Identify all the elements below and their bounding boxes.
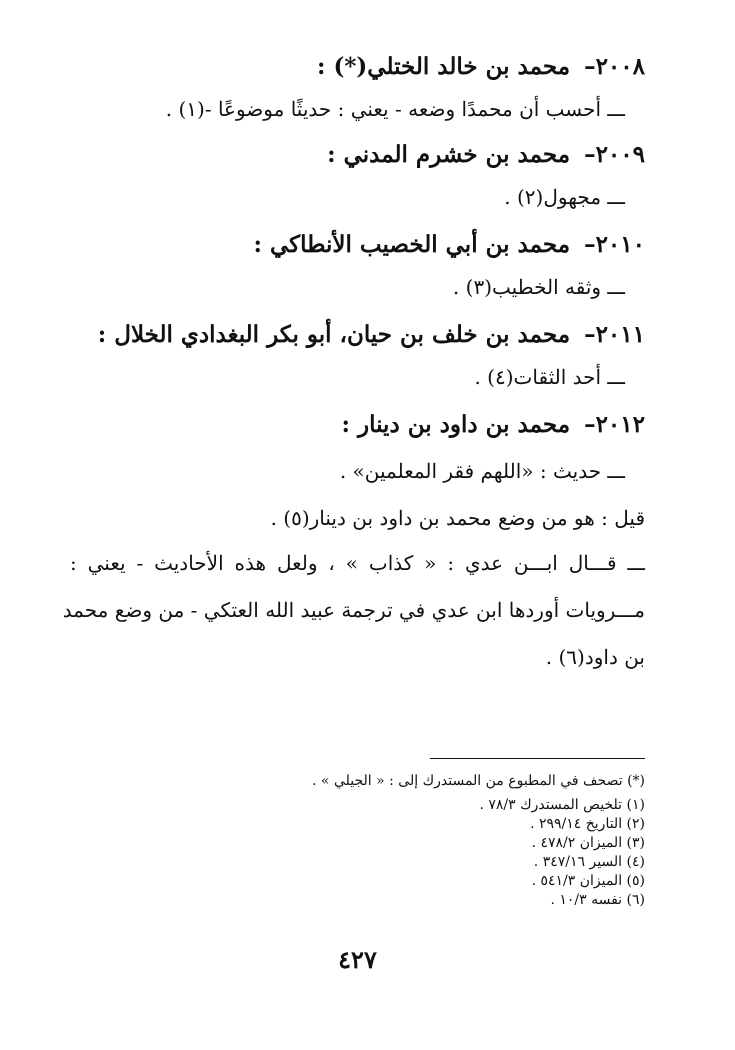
footnote: (٢) التاريخ ٢٩٩/١٤ . <box>530 816 645 832</box>
page-number: ٤٢٧ <box>338 945 377 974</box>
footnote: (٣) الميزان ٤٧٨/٢ . <box>531 835 645 851</box>
entry-name: محمد بن خالد الختلي(*) : <box>317 53 571 80</box>
entry-number: ٢٠١١– <box>584 321 645 348</box>
entry-name: محمد بن داود بن دينار : <box>341 411 571 438</box>
entry-number: ٢٠٠٩– <box>584 141 645 168</box>
entry-heading-2008 <box>70 50 645 84</box>
entry-text: مـــرويات أوردها ابن عدي في ترجمة عبيد الله العتكي - من وضع محمد <box>62 598 645 622</box>
footnote: (*) تصحف في المطبوع من المستدرك إلى : « الجيلي » . <box>312 773 645 789</box>
entry-text: ـــ أحد الثقات(٤) . <box>474 365 625 389</box>
footnote: (٤) السير ٣٤٧/١٦ . <box>533 854 645 870</box>
entry-name: محمد بن خلف بن حيان، أبو بكر البغدادي الخلال : <box>97 321 571 348</box>
entry-name: محمد بن أبي الخصيب الأنطاكي : <box>253 231 571 258</box>
entry-text: ـــ أحسب أن محمدًا وضعه - يعني : حديثًا موضوعًا -(١) . <box>165 97 625 121</box>
footnote: (٦) نفسه ١٠/٣ . <box>550 892 645 908</box>
entry-name: محمد بن خشرم المدني : <box>327 141 571 168</box>
book-page <box>62 40 645 1030</box>
footnote: (٥) الميزان ٥٤١/٣ . <box>531 873 645 889</box>
footnote: (١) تلخيص المستدرك ٧٨/٣ . <box>479 797 645 813</box>
entry-heading-2011 <box>70 318 645 352</box>
entry-heading-2009 <box>70 138 645 172</box>
entry-text: ـــ وثقه الخطيب(٣) . <box>452 275 625 299</box>
entry-heading-2012 <box>70 408 645 442</box>
entry-number: ٢٠٠٨– <box>584 53 645 80</box>
footnote-divider <box>430 758 645 759</box>
entry-number: ٢٠١٠– <box>584 231 645 258</box>
entry-number: ٢٠١٢– <box>584 411 645 438</box>
entry-text: قيل : هو من وضع محمد بن داود بن دينار(٥) . <box>270 506 645 530</box>
entry-text: ـــ مجهول(٢) . <box>504 185 625 209</box>
entry-heading-2010 <box>70 228 645 262</box>
entry-text: بن داود(٦) . <box>545 645 645 669</box>
entry-text: ـــ قـــال ابـــن عدي : « كذاب » ، ولعل هذه الأحاديث - يعني : <box>70 551 645 575</box>
entry-text: ـــ حديث : «اللهم فقر المعلمين» . <box>339 459 625 483</box>
